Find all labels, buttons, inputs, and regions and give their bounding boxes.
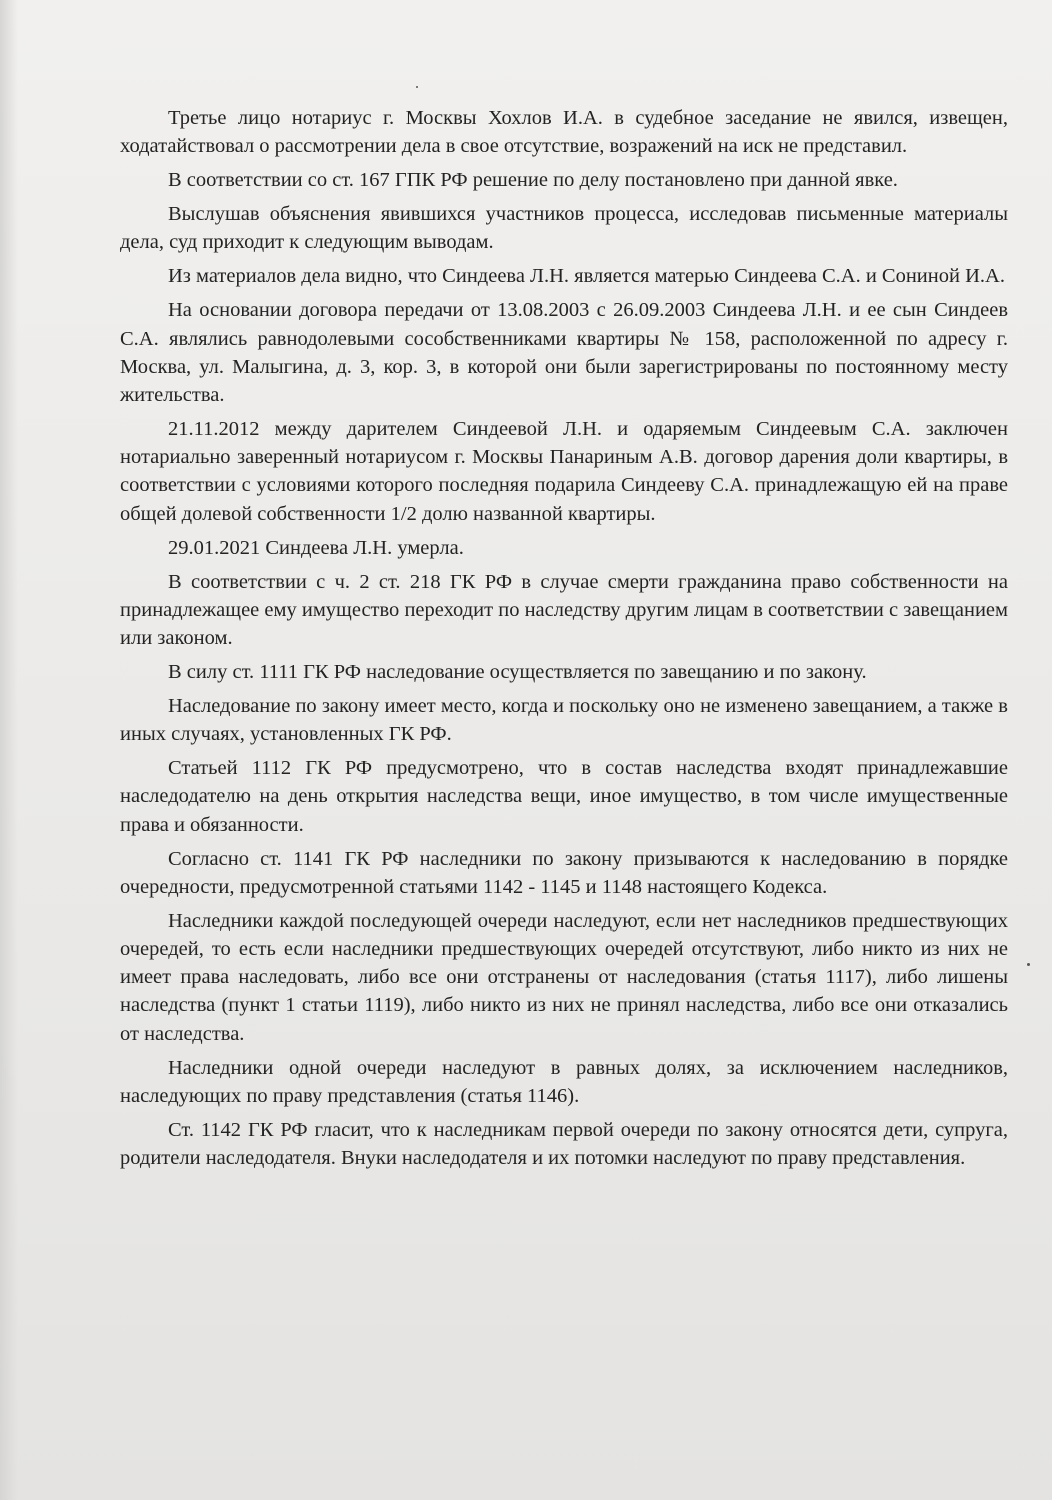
paragraph: 21.11.2012 между дарителем Синдеевой Л.Н. и одаряемым Синдеевым С.А. заключен нотариально заверенный нотариусом г. Москвы Панариным А.В. договор дарения доли квартиры, в соответствии с условиями которого последняя подарила Синдееву С.А. принадлежащую ей на праве общей долевой собственности 1/2 долю названной квартиры.	[120, 418, 1008, 525]
paragraph: Согласно ст. 1141 ГК РФ наследники по закону призываются к наследованию в порядке очередности, предусмотренной статьями 1142 - 1145 и 1148 настоящего Кодекса.	[120, 847, 1008, 898]
paragraph: На основании договора передачи от 13.08.2003 с 26.09.2003 Синдеева Л.Н. и ее сын Синдеев С.А. являлись равнодолевыми сособственниками квартиры № 158, расположенной по адресу г. Москва, ул. Малыгина, д. 3, кор. 3, в которой они были зарегистрированы по постоянному месту жительства.	[120, 299, 1008, 407]
paragraph: Из материалов дела видно, что Синдеева Л.Н. является матерью Синдеева С.А. и Сониной И.А.	[168, 265, 1005, 288]
paragraph: В соответствии со ст. 167 ГПК РФ решение по делу постановлено при данной явке.	[168, 169, 898, 192]
paragraph: Третье лицо нотариус г. Москвы Хохлов И.А. в судебное заседание не явился, извещен, ходатайствовал о рассмотрении дела в свое отсутствие, возражений на иск не представил.	[120, 107, 1008, 158]
paragraph: Статьей 1112 ГК РФ предусмотрено, что в состав наследства входят принадлежавшие наследодателю на день открытия наследства вещи, иное имущество, в том числе имущественные права и обязанности.	[120, 757, 1008, 836]
paragraph: Наследование по закону имеет место, когда и поскольку оно не изменено завещанием, а также в иных случаях, установленных ГК РФ.	[120, 695, 1008, 746]
paragraph: Наследники каждой последующей очереди наследуют, если нет наследников предшествующих очередей, то есть если наследники предшествующих очередей отсутствуют, либо никто из них не имеет права наследовать, либо все они отстранены от наследования (статья 1117), либо лишены наследства (пункт 1 статьи 1119), либо никто из них не принял наследства, либо все они отказались от наследства.	[120, 909, 1008, 1045]
scan-speck	[416, 86, 418, 88]
paragraph: 29.01.2021 Синдеева Л.Н. умерла.	[168, 536, 464, 559]
document-body	[120, 104, 1008, 1172]
paragraph: Наследники одной очереди наследуют в равных долях, за исключением наследников, наследующих по праву представления (статья 1146).	[120, 1056, 1008, 1107]
scan-speck	[1027, 963, 1030, 966]
paragraph: В силу ст. 1111 ГК РФ наследование осуществляется по завещанию и по закону.	[168, 661, 867, 684]
paragraph: Выслушав объяснения явившихся участников процесса, исследовав письменные материалы дела, суд приходит к следующим выводам.	[120, 203, 1008, 254]
paragraph: Ст. 1142 ГК РФ гласит, что к наследникам первой очереди по закону относятся дети, супруга, родители наследодателя. Внуки наследодателя и их потомки наследуют по праву представления.	[120, 1118, 1008, 1170]
scan-edge-shadow	[0, 0, 18, 1500]
paragraph: В соответствии с ч. 2 ст. 218 ГК РФ в случае смерти гражданина право собственности на принадлежащее ему имущество переходит по наследству другим лицам в соответствии с завещанием или законом.	[120, 570, 1008, 650]
